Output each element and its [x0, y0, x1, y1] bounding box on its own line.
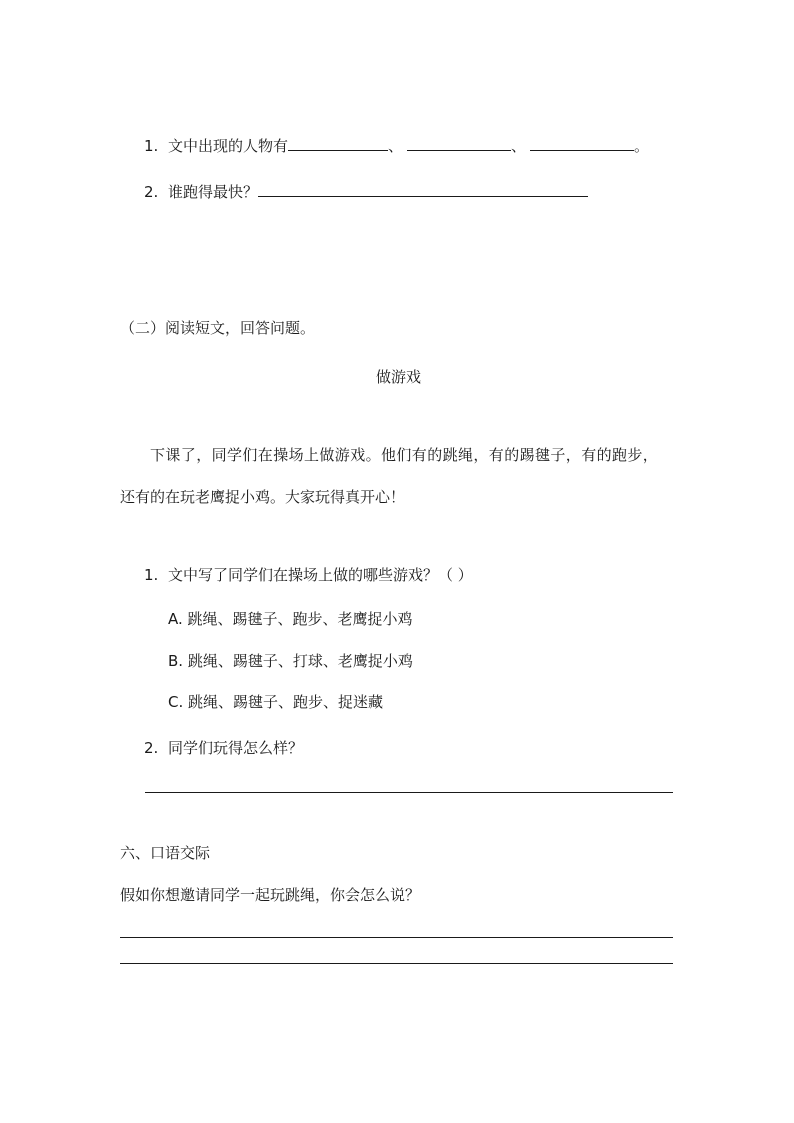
period: 。 [634, 137, 650, 155]
answer-blank-1[interactable] [288, 136, 388, 151]
answer-blank[interactable] [258, 182, 588, 197]
answer-line[interactable] [145, 792, 673, 793]
question-text: 文中出现的人物有 [168, 137, 289, 155]
option-text: 跳绳、踢毽子、跑步、老鹰捉小鸡 [187, 610, 413, 628]
section-heading-reading: （二）阅读短文，回答问题。 [120, 319, 316, 337]
option-label: C. [168, 693, 184, 711]
question-text: 文中写了同学们在操场上做的哪些游戏？（ ） [168, 566, 473, 584]
option-text: 跳绳、踢毽子、打球、老鹰捉小鸡 [187, 652, 413, 670]
question-number: 2. [144, 739, 159, 757]
option-a[interactable] [168, 609, 413, 629]
option-label: A. [168, 610, 183, 628]
question-text: 谁跑得最快？ [168, 183, 259, 201]
answer-line-2[interactable] [120, 963, 673, 964]
answer-blank-2[interactable] [407, 136, 511, 151]
passage-title: 做游戏 [376, 368, 422, 386]
passage-line-2: 还有的在玩老鹰捉小鸡。大家玩得真开心！ [120, 488, 406, 506]
option-c[interactable] [168, 692, 383, 712]
reading-question-1 [144, 565, 473, 585]
question-2-fastest [144, 182, 588, 202]
question-number: 2. [144, 183, 159, 201]
passage-line-1: 下课了，同学们在操场上做游戏。他们有的跳绳，有的踢毽子，有的跑步， [150, 446, 659, 464]
question-text: 同学们玩得怎么样？ [168, 739, 304, 757]
question-1-people [144, 136, 649, 156]
option-label: B. [168, 652, 184, 670]
reading-question-2 [144, 738, 303, 758]
option-b[interactable] [168, 651, 413, 671]
speaking-prompt: 假如你想邀请同学一起玩跳绳，你会怎么说？ [120, 886, 421, 904]
answer-blank-3[interactable] [530, 136, 634, 151]
answer-line-1[interactable] [120, 937, 673, 938]
section-heading-speaking: 六、口语交际 [120, 844, 211, 862]
separator: 、 [388, 137, 404, 155]
question-number: 1. [144, 566, 159, 584]
question-number: 1. [144, 137, 159, 155]
separator: 、 [511, 137, 527, 155]
option-text: 跳绳、踢毽子、跑步、捉迷藏 [188, 693, 384, 711]
